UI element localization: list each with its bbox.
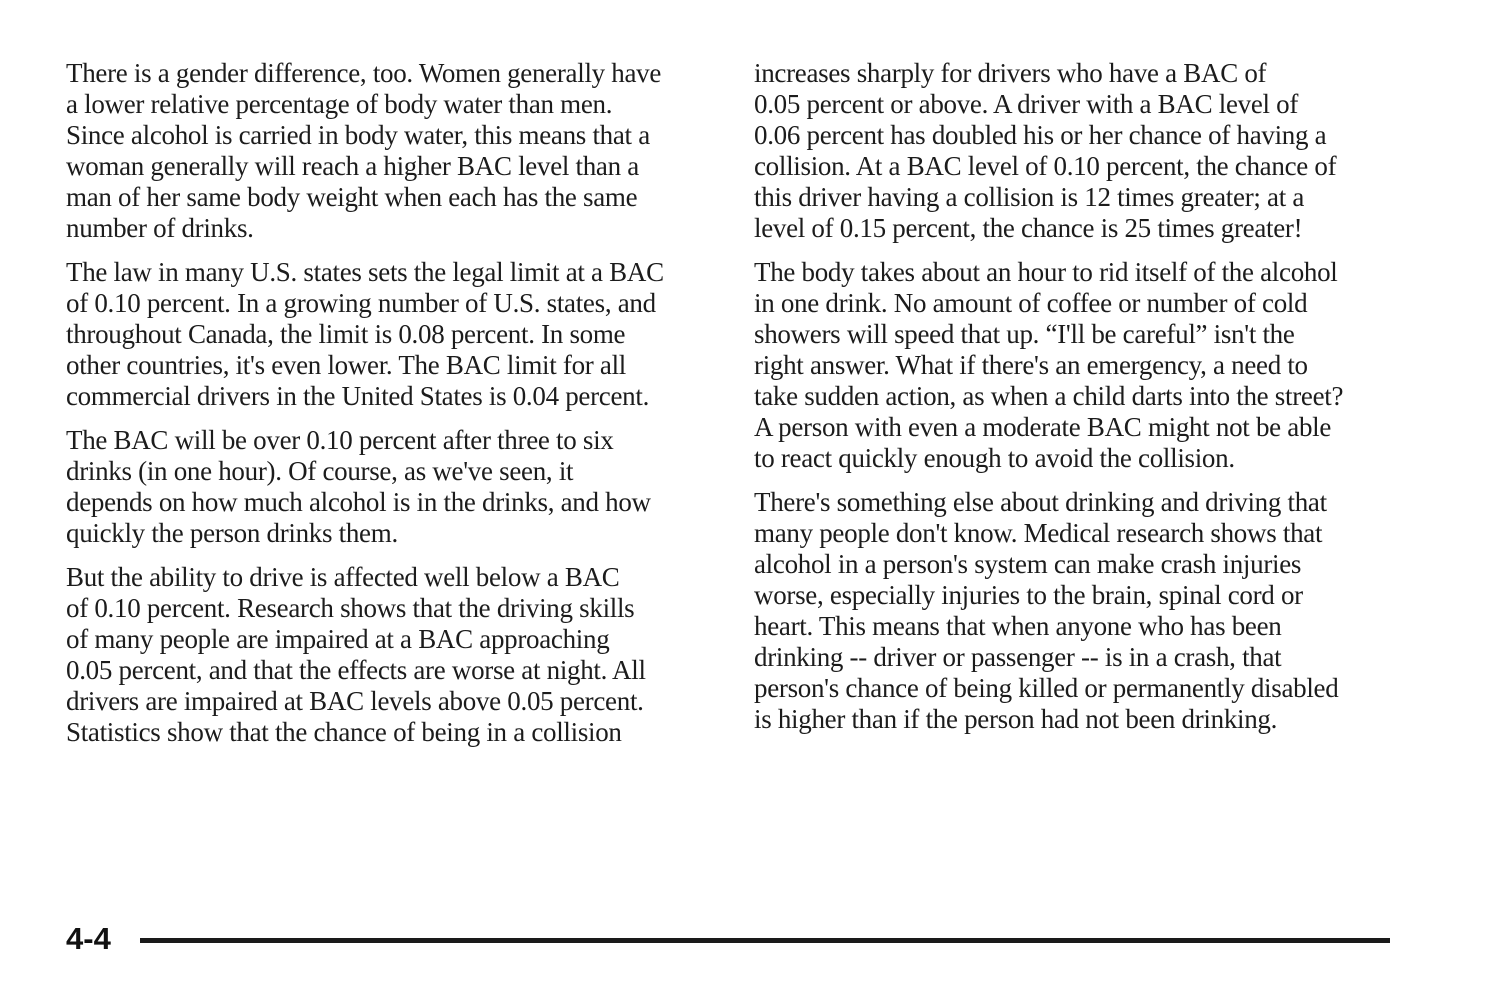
paragraph <box>66 562 716 748</box>
text-line: The BAC will be over 0.10 percent after three to six <box>66 425 614 455</box>
text-line: alcohol in a person's system can make crash injuries <box>754 549 1302 579</box>
text-line: depends on how much alcohol is in the drinks, and how <box>66 487 651 517</box>
text-line: A person with even a moderate BAC might not be able <box>754 412 1332 442</box>
paragraph <box>66 58 716 244</box>
left-text-column <box>66 58 716 761</box>
text-line: The law in many U.S. states sets the legal limit at a BAC <box>66 257 664 287</box>
text-line: drinks (in one hour). Of course, as we've seen, it <box>66 456 574 486</box>
text-line: of 0.10 percent. Research shows that the driving skills <box>66 593 635 623</box>
text-line: level of 0.15 percent, the chance is 25 times greater! <box>754 213 1303 243</box>
text-line: 0.05 percent, and that the effects are worse at night. All <box>66 655 646 685</box>
text-line: is higher than if the person had not been drinking. <box>754 704 1278 734</box>
text-line: person's chance of being killed or permanently disabled <box>754 673 1339 703</box>
text-line: drivers are impaired at BAC levels above 0.05 percent. <box>66 686 644 716</box>
text-line: There's something else about drinking and driving that <box>754 487 1327 517</box>
text-line: quickly the person drinks them. <box>66 518 398 548</box>
text-line: Since alcohol is carried in body water, this means that a <box>66 120 650 150</box>
text-line: 0.05 percent or above. A driver with a BAC level of <box>754 89 1299 119</box>
text-line: 0.06 percent has doubled his or her chance of having a <box>754 120 1327 150</box>
text-line: number of drinks. <box>66 213 254 243</box>
text-line: increases sharply for drivers who have a BAC of <box>754 58 1267 88</box>
text-line: this driver having a collision is 12 times greater; at a <box>754 182 1305 212</box>
text-line: man of her same body weight when each has the same <box>66 182 638 212</box>
paragraph <box>754 58 1394 244</box>
text-line: throughout Canada, the limit is 0.08 percent. In some <box>66 319 626 349</box>
text-line: take sudden action, as when a child darts into the street? <box>754 381 1344 411</box>
text-line: showers will speed that up. “I'll be careful” isn't the <box>754 319 1295 349</box>
paragraph <box>754 487 1394 735</box>
text-line: worse, especially injuries to the brain, spinal cord or <box>754 580 1303 610</box>
text-line: heart. This means that when anyone who has been <box>754 611 1282 641</box>
text-line: But the ability to drive is affected well below a BAC <box>66 562 620 592</box>
footer-rule <box>140 938 1390 943</box>
text-line: collision. At a BAC level of 0.10 percent, the chance of <box>754 151 1337 181</box>
text-line: drinking -- driver or passenger -- is in a crash, that <box>754 642 1282 672</box>
text-line: right answer. What if there's an emergency, a need to <box>754 350 1308 380</box>
text-line: The body takes about an hour to rid itself of the alcohol <box>754 257 1338 287</box>
paragraph <box>66 425 716 549</box>
text-line: in one drink. No amount of coffee or number of cold <box>754 288 1308 318</box>
text-line: Statistics show that the chance of being in a collision <box>66 717 622 747</box>
text-line: of many people are impaired at a BAC approaching <box>66 624 610 654</box>
page-number: 4-4 <box>66 921 111 956</box>
paragraph <box>754 257 1394 474</box>
right-text-column <box>754 58 1394 748</box>
text-line: commercial drivers in the United States is 0.04 percent. <box>66 381 650 411</box>
text-line: a lower relative percentage of body water than men. <box>66 89 613 119</box>
text-line: many people don't know. Medical research shows that <box>754 518 1323 548</box>
text-line: to react quickly enough to avoid the collision. <box>754 443 1235 473</box>
text-line: of 0.10 percent. In a growing number of U.S. states, and <box>66 288 656 318</box>
text-line: woman generally will reach a higher BAC level than a <box>66 151 639 181</box>
text-line: other countries, it's even lower. The BAC limit for all <box>66 350 627 380</box>
text-line: There is a gender difference, too. Women generally have <box>66 58 662 88</box>
paragraph <box>66 257 716 412</box>
